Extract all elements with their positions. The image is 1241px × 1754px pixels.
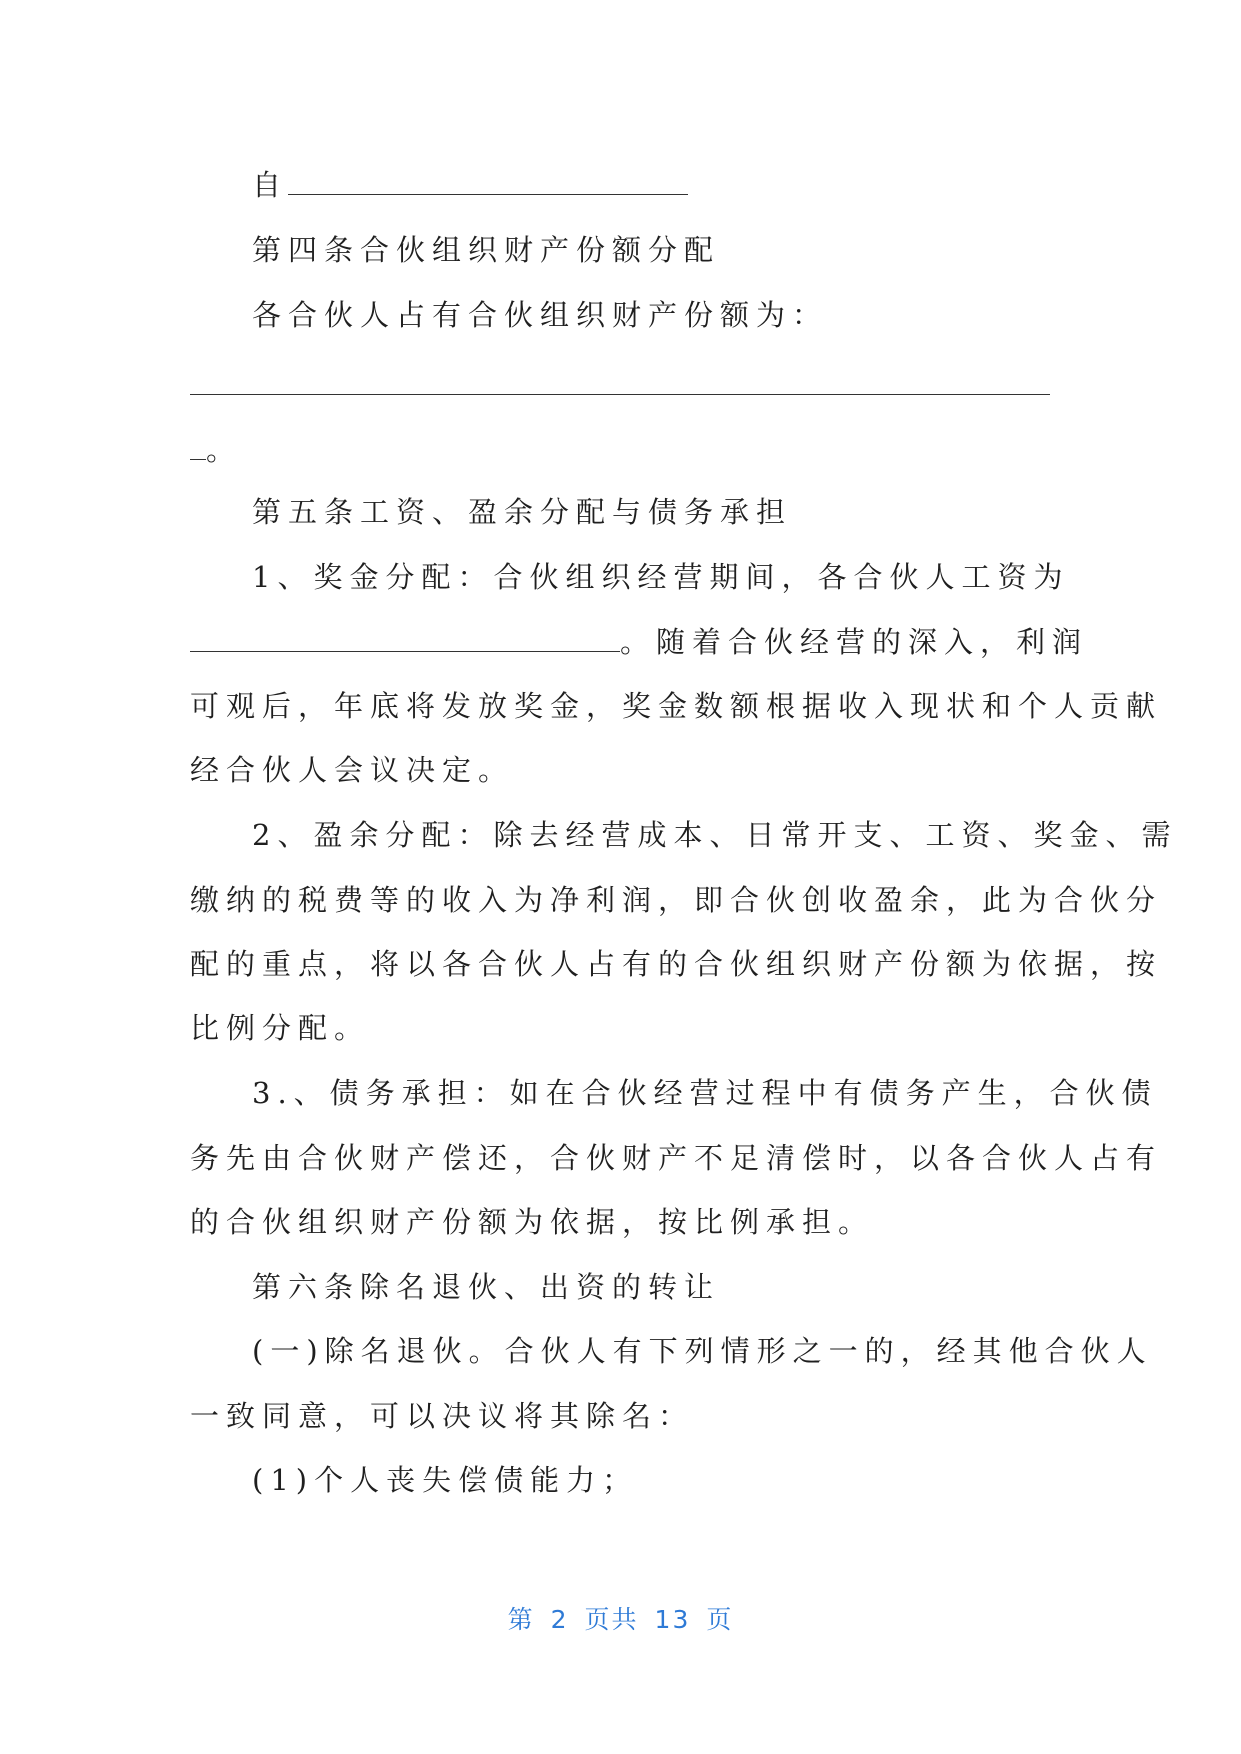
blank-line-1 [252, 165, 688, 205]
para-1-line-4: 经合伙人会议决定。 [190, 753, 515, 787]
article-6-title: 第六条除名退伙、出资的转让 [252, 1270, 721, 1304]
footer-of-label: 页共 [584, 1605, 639, 1634]
footer-page-label: 第 [507, 1605, 535, 1634]
article-5-title: 第五条工资、盈余分配与债务承担 [252, 495, 793, 529]
clause-1-item-1: (1)个人丧失偿债能力； [252, 1463, 639, 1497]
footer-page-suffix: 页 [706, 1605, 734, 1634]
clause-1-line-1: (一)除名退伙。合伙人有下列情形之一的，经其他合伙人 [252, 1334, 1153, 1368]
blank-line-full [190, 365, 1050, 405]
para-3-line-2: 务先由合伙财产偿还，合伙财产不足清偿时，以各合伙人占有 [190, 1141, 1163, 1175]
fill-blank[interactable] [288, 168, 688, 195]
article-4-title: 第四条合伙组织财产份额分配 [252, 233, 721, 267]
page-footer [0, 1600, 1241, 1636]
para-2-line-1: 2、盈余分配：除去经营成本、日常开支、工资、奖金、需 [252, 818, 1178, 852]
para-1-line-1: 1、奖金分配：合伙组织经营期间，各合伙人工资为 [252, 560, 1070, 594]
para-2-line-2: 缴纳的税费等的收入为净利润，即合伙创收盈余，此为合伙分 [190, 883, 1163, 917]
fill-blank[interactable] [190, 433, 206, 460]
article-4-text: 各合伙人占有合伙组织财产份额为： [252, 298, 829, 332]
para-1-line-3: 可观后，年底将发放奖金，奖金数额根据收入现状和个人贡献 [190, 689, 1163, 723]
footer-total-pages: 13 [654, 1605, 691, 1634]
para-1-line-2: 。随着合伙经营的深入，利润 [190, 622, 1088, 662]
blank-line-end: 。 [190, 430, 242, 470]
clause-1-line-2: 一致同意，可以决议将其除名： [190, 1399, 695, 1433]
para-2-line-3: 配的重点，将以各合伙人占有的合伙组织财产份额为依据，按 [190, 947, 1163, 981]
para-3-line-1: 3.、债务承担：如在合伙经营过程中有债务产生，合伙债 [252, 1076, 1158, 1110]
text-prefix: 自 [252, 168, 289, 202]
fill-blank[interactable] [190, 625, 620, 652]
para-2-line-4: 比例分配。 [190, 1011, 371, 1045]
para-3-line-3: 的合伙组织财产份额为依据，按比例承担。 [190, 1205, 875, 1239]
fill-blank[interactable] [190, 368, 1050, 395]
footer-page-number: 2 [550, 1605, 569, 1634]
